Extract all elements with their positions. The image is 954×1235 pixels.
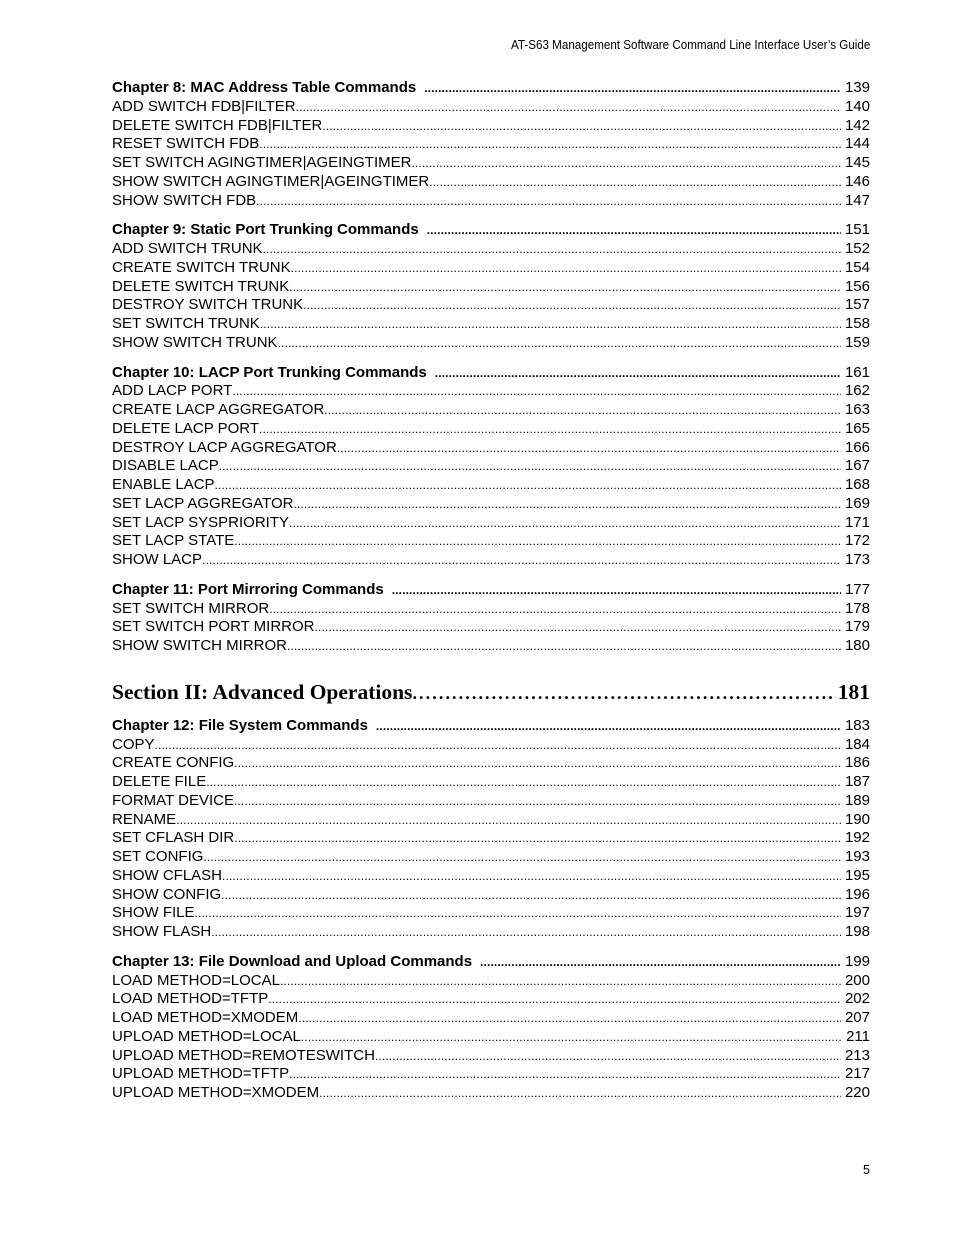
dot-leader — [289, 278, 841, 297]
toc-item-row[interactable] — [112, 637, 870, 656]
toc-page-number: 189 — [844, 791, 870, 809]
toc-item-row[interactable] — [112, 240, 870, 259]
dot-leader — [221, 886, 841, 905]
toc-item-row[interactable] — [112, 551, 870, 570]
dot-leader — [324, 401, 841, 420]
toc-chapter-title: Chapter 11: Port Mirroring Commands — [112, 580, 384, 598]
toc-item-title: ADD LACP PORT — [112, 382, 233, 400]
toc-item-row[interactable] — [112, 792, 870, 811]
dot-leader — [259, 135, 841, 154]
toc-item-row[interactable] — [112, 192, 870, 211]
dot-leader — [412, 678, 835, 707]
toc-page-number: 217 — [844, 1065, 870, 1083]
toc-page-number: 144 — [844, 135, 870, 153]
dot-leader — [222, 867, 841, 886]
toc-page-number: 159 — [844, 333, 870, 351]
toc-page-number: 195 — [844, 866, 870, 884]
toc-section-title: Section II: Advanced Operations — [112, 679, 413, 704]
toc-item-title: SHOW SWITCH FDB — [112, 191, 257, 209]
toc-page-number: 193 — [844, 848, 870, 865]
dot-leader — [268, 990, 841, 1009]
toc-page-number: 140 — [844, 97, 870, 115]
dot-leader — [234, 829, 841, 848]
toc-page-number: 207 — [844, 1009, 870, 1026]
toc-page-number: 158 — [844, 315, 870, 332]
toc-page-number: 196 — [844, 885, 870, 903]
toc-item-row[interactable] — [112, 154, 870, 173]
toc-item-title: RESET SWITCH FDB — [112, 135, 260, 153]
toc-item-title: DISABLE LACP — [112, 457, 219, 475]
toc-item-title: SET SWITCH PORT MIRROR — [112, 618, 315, 636]
toc-item-row[interactable] — [112, 439, 870, 458]
toc-section-row[interactable] — [112, 678, 870, 706]
toc-item-row[interactable] — [112, 811, 870, 830]
toc-page-number: 186 — [844, 754, 870, 772]
toc-item-title: UPLOAD METHOD=XMODEM — [112, 1084, 320, 1101]
dot-leader — [203, 848, 841, 867]
toc-item-title: SHOW FLASH — [112, 923, 212, 940]
toc-item-row[interactable] — [112, 886, 870, 905]
toc-page-number: 157 — [844, 296, 870, 314]
toc-page-number: 154 — [844, 258, 870, 276]
toc-page-number: 145 — [844, 154, 870, 171]
toc-item-title: SET SWITCH AGINGTIMER|AGEINGTIMER — [112, 154, 412, 171]
toc-item-title: SHOW FILE — [112, 904, 195, 922]
dot-leader — [337, 439, 841, 458]
toc-item-title: LOAD METHOD=LOCAL — [112, 971, 280, 989]
toc-item-title: UPLOAD METHOD=REMOTESWITCH — [112, 1046, 375, 1064]
dot-leader — [411, 154, 840, 173]
dot-leader — [259, 420, 841, 439]
dot-leader — [215, 476, 841, 495]
toc-page-number: 179 — [844, 618, 870, 636]
running-header: AT-S63 Management Software Command Line Interface User’s Guide — [510, 38, 870, 52]
toc-chapter-row[interactable] — [112, 221, 870, 240]
toc-chapter-row[interactable] — [112, 79, 870, 98]
toc-item-title: COPY — [112, 735, 155, 753]
toc-item-title: ADD SWITCH TRUNK — [112, 240, 263, 257]
toc-item-row[interactable] — [112, 296, 870, 315]
toc-chapter-title: Chapter 13: File Download and Upload Commands — [112, 952, 473, 970]
toc-page-number: 183 — [844, 716, 870, 734]
toc-item-title: DELETE FILE — [112, 773, 207, 790]
toc-page-number: 192 — [844, 829, 870, 847]
toc-item-row[interactable] — [112, 514, 870, 533]
toc-item-title: SHOW CONFIG — [112, 885, 222, 903]
toc-item-row[interactable] — [112, 278, 870, 297]
toc-page-number: 166 — [844, 438, 870, 456]
toc-page-number: 167 — [844, 457, 870, 475]
toc-item-row[interactable] — [112, 867, 870, 886]
toc-item-title: DELETE SWITCH FDB|FILTER — [112, 116, 323, 134]
dot-leader — [322, 117, 841, 136]
dot-leader — [289, 514, 841, 533]
dot-leader — [392, 581, 841, 600]
toc-page-number: 177 — [844, 580, 870, 598]
toc-item-title: LOAD METHOD=XMODEM — [112, 1009, 299, 1026]
toc-item-row[interactable] — [112, 848, 870, 867]
toc-item-title: SHOW SWITCH TRUNK — [112, 333, 278, 351]
toc-page-number: 152 — [844, 240, 870, 257]
toc-item-row[interactable] — [112, 600, 870, 619]
toc-item-title: LOAD METHOD=TFTP — [112, 990, 269, 1008]
page-number: 5 — [863, 1163, 870, 1177]
toc-page-number: 165 — [844, 419, 870, 437]
toc-item-row[interactable] — [112, 1009, 870, 1028]
toc-page-number: 139 — [844, 79, 870, 96]
dot-leader — [176, 811, 841, 830]
toc-item-title: UPLOAD METHOD=LOCAL — [112, 1027, 301, 1045]
toc-item-title: DESTROY SWITCH TRUNK — [112, 296, 304, 314]
toc-item-title: SHOW SWITCH AGINGTIMER|AGEINGTIMER — [112, 172, 430, 190]
toc-chapter-row[interactable] — [112, 364, 870, 383]
dot-leader — [269, 600, 841, 619]
dot-leader — [232, 382, 841, 401]
dot-leader — [256, 192, 841, 211]
toc-item-row[interactable] — [112, 495, 870, 514]
toc-page-number: 187 — [844, 773, 870, 790]
toc-page-number: 173 — [844, 551, 870, 568]
dot-leader — [195, 904, 841, 923]
toc-page-number: 202 — [844, 990, 870, 1008]
toc-item-row[interactable] — [112, 98, 870, 117]
toc-page-number: 181 — [837, 679, 870, 704]
toc-item-title: CREATE CONFIG — [112, 754, 235, 772]
toc-item-row[interactable] — [112, 1028, 870, 1047]
dot-leader — [301, 1028, 842, 1047]
toc-item-title: FORMAT DEVICE — [112, 791, 234, 809]
dot-leader — [435, 364, 841, 383]
toc-item-row[interactable] — [112, 829, 870, 848]
dot-leader — [424, 79, 841, 98]
toc-item-row[interactable] — [112, 532, 870, 551]
toc-page-number: 146 — [844, 172, 870, 190]
dot-leader — [429, 173, 841, 192]
toc-page-number: 190 — [844, 810, 870, 828]
toc-page-number: 171 — [844, 513, 870, 531]
toc-item-title: SET CFLASH DIR — [112, 829, 235, 847]
toc-item-title: SET SWITCH TRUNK — [112, 315, 260, 332]
toc-item-row[interactable] — [112, 754, 870, 773]
dot-leader — [260, 315, 841, 334]
toc-item-title: RENAME — [112, 810, 177, 828]
toc-item-title: ADD SWITCH FDB|FILTER — [112, 97, 296, 115]
toc-item-row[interactable] — [112, 990, 870, 1009]
dot-leader — [287, 637, 841, 656]
dot-leader — [291, 259, 841, 278]
toc-page-number: 213 — [844, 1046, 870, 1064]
toc-item-title: SET LACP AGGREGATOR — [112, 494, 294, 512]
table-of-contents — [112, 79, 870, 1103]
toc-page-number: 147 — [844, 191, 870, 209]
toc-item-row[interactable] — [112, 173, 870, 192]
toc-item-row[interactable] — [112, 401, 870, 420]
toc-item-title: SHOW LACP — [112, 551, 203, 568]
toc-item-row[interactable] — [112, 773, 870, 792]
toc-page-number: 198 — [844, 923, 870, 940]
dot-leader — [427, 221, 841, 240]
toc-chapter-title: Chapter 8: MAC Address Table Commands — [112, 79, 417, 96]
toc-page-number: 161 — [844, 363, 870, 381]
toc-item-row[interactable] — [112, 420, 870, 439]
dot-leader — [211, 923, 841, 942]
dot-leader — [219, 457, 841, 476]
toc-page-number: 142 — [844, 116, 870, 134]
toc-item-row[interactable] — [112, 117, 870, 136]
toc-page-number: 184 — [844, 735, 870, 753]
toc-page-number: 197 — [844, 904, 870, 922]
toc-item-title: UPLOAD METHOD=TFTP — [112, 1065, 290, 1083]
dot-leader — [319, 1084, 841, 1103]
toc-item-title: SET LACP SYSPRIORITY — [112, 513, 290, 531]
toc-item-row[interactable] — [112, 135, 870, 154]
toc-page-number: 151 — [844, 221, 870, 239]
toc-item-row[interactable] — [112, 476, 870, 495]
toc-page-number: 168 — [844, 476, 870, 493]
dot-leader — [315, 618, 841, 637]
dot-leader — [480, 953, 841, 972]
toc-item-row[interactable] — [112, 1065, 870, 1084]
dot-leader — [202, 551, 841, 570]
toc-page-number: 162 — [844, 382, 870, 400]
toc-item-title: SET SWITCH MIRROR — [112, 599, 270, 617]
toc-item-row[interactable] — [112, 618, 870, 637]
toc-chapter-row[interactable] — [112, 717, 870, 736]
toc-chapter-title: Chapter 9: Static Port Trunking Commands — [112, 221, 419, 239]
toc-item-title: CREATE LACP AGGREGATOR — [112, 401, 325, 418]
toc-item-title: SHOW SWITCH MIRROR — [112, 637, 287, 654]
toc-item-row[interactable] — [112, 457, 870, 476]
toc-item-title: SET CONFIG — [112, 848, 204, 865]
toc-item-row[interactable] — [112, 334, 870, 353]
dot-leader — [234, 754, 841, 773]
toc-page-number: 211 — [846, 1027, 870, 1045]
toc-item-title: DESTROY LACP AGGREGATOR — [112, 438, 337, 456]
toc-item-title: ENABLE LACP — [112, 476, 215, 493]
dot-leader — [278, 334, 841, 353]
toc-page-number: 178 — [844, 599, 870, 617]
toc-item-row[interactable] — [112, 1047, 870, 1066]
dot-leader — [206, 773, 841, 792]
dot-leader — [289, 1065, 841, 1084]
dot-leader — [263, 240, 841, 259]
toc-page-number: 220 — [844, 1084, 870, 1101]
toc-page-number: 163 — [844, 401, 870, 418]
toc-item-row[interactable] — [112, 382, 870, 401]
toc-item-row[interactable] — [112, 904, 870, 923]
dot-leader — [293, 495, 841, 514]
toc-item-title: SET LACP STATE — [112, 532, 235, 550]
toc-item-title: DELETE SWITCH TRUNK — [112, 277, 290, 295]
toc-chapter-title: Chapter 12: File System Commands — [112, 716, 368, 734]
dot-leader — [234, 532, 841, 551]
toc-item-row[interactable] — [112, 923, 870, 942]
dot-leader — [298, 1009, 841, 1028]
toc-page-number: 199 — [844, 952, 870, 970]
toc-page-number: 169 — [844, 494, 870, 512]
dot-leader — [234, 792, 841, 811]
toc-item-row[interactable] — [112, 1084, 870, 1103]
dot-leader — [376, 717, 841, 736]
dot-leader — [296, 98, 841, 117]
toc-page-number: 172 — [844, 532, 870, 550]
toc-item-title: SHOW CFLASH — [112, 866, 223, 884]
toc-item-row[interactable] — [112, 736, 870, 755]
toc-page-number: 200 — [844, 971, 870, 989]
toc-item-title: DELETE LACP PORT — [112, 419, 259, 437]
toc-chapter-row[interactable] — [112, 581, 870, 600]
toc-page-number: 156 — [844, 277, 870, 295]
toc-item-row[interactable] — [112, 259, 870, 278]
toc-page-number: 180 — [844, 637, 870, 654]
dot-leader — [280, 972, 841, 991]
toc-chapter-title: Chapter 10: LACP Port Trunking Commands — [112, 363, 427, 381]
dot-leader — [375, 1047, 841, 1066]
dot-leader — [303, 296, 841, 315]
toc-item-row[interactable] — [112, 315, 870, 334]
dot-leader — [155, 736, 841, 755]
toc-item-row[interactable] — [112, 972, 870, 991]
toc-item-title: CREATE SWITCH TRUNK — [112, 258, 291, 276]
toc-chapter-row[interactable] — [112, 953, 870, 972]
